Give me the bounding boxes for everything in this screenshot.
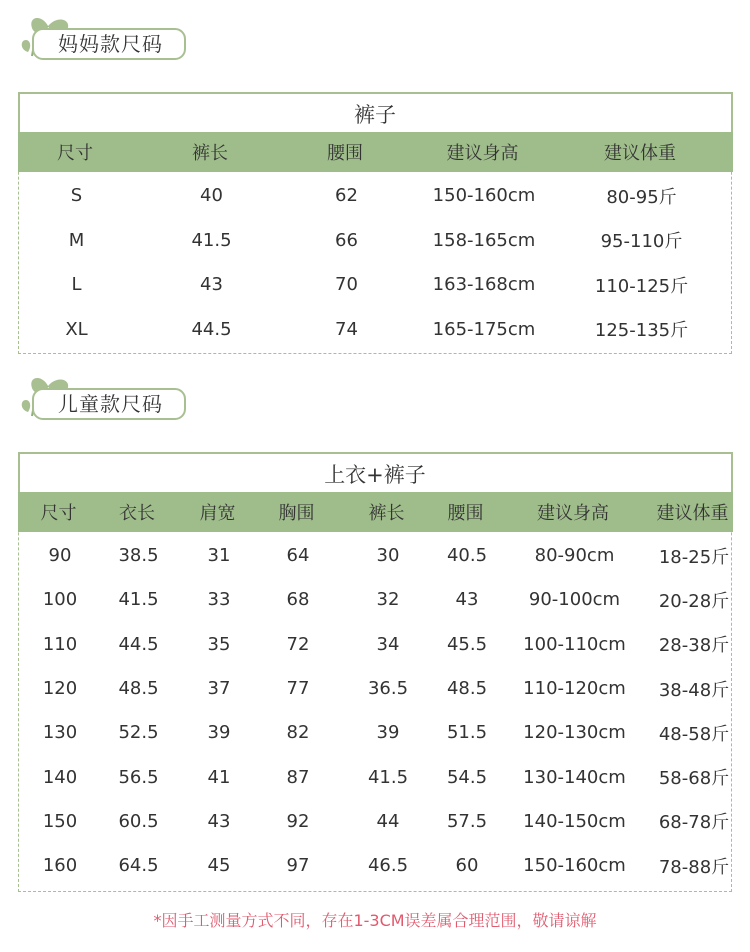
table-cell: 80-90cm [534, 545, 615, 567]
table-cell: 41.5 [118, 589, 159, 611]
kid-table-header [18, 492, 733, 532]
table-cell: 48.5 [118, 678, 159, 700]
table-cell: 20-28斤 [658, 590, 730, 612]
table-cell: 37 [207, 678, 231, 700]
table-row [19, 755, 731, 799]
table-cell: 158-165cm [432, 229, 536, 251]
mom-header-cell: 尺寸 [57, 142, 93, 164]
table-cell: 28-38斤 [658, 635, 730, 657]
table-cell: 150-160cm [523, 855, 626, 877]
table-cell: 52.5 [118, 722, 159, 744]
kid-header-cell: 肩宽 [199, 502, 236, 524]
table-cell: 77 [286, 678, 310, 700]
kid-header-cell: 建议体重 [656, 502, 729, 524]
table-cell: S [70, 185, 83, 207]
table-cell: 18-25斤 [658, 546, 730, 568]
table-cell: 72 [286, 633, 310, 655]
table-cell: 56.5 [118, 766, 159, 788]
mom-header-cell: 腰围 [327, 142, 363, 164]
table-cell: 100-110cm [523, 633, 626, 655]
mom-size-label [18, 12, 178, 70]
table-cell: 58-68斤 [658, 768, 730, 790]
mom-header-cell: 建议体重 [604, 142, 676, 164]
kid-header-cell: 胸围 [278, 502, 315, 524]
mom-size-pill [32, 28, 186, 60]
table-row [19, 263, 731, 308]
table-cell: 87 [286, 766, 310, 788]
kid-header-cell: 建议身高 [537, 502, 609, 524]
table-cell: 39 [376, 722, 400, 744]
table-cell: XL [65, 318, 88, 340]
mom-header-cell: 建议身高 [446, 142, 519, 164]
table-cell: 100 [42, 589, 78, 611]
table-cell: 48.5 [446, 678, 488, 700]
table-cell: 66 [335, 229, 358, 251]
table-cell: 44.5 [191, 318, 232, 340]
table-cell: 82 [286, 722, 310, 744]
table-cell: 57.5 [446, 810, 488, 832]
table-cell: 34 [376, 633, 400, 655]
mom-header-cell: 裤长 [192, 142, 228, 164]
table-cell: 78-88斤 [658, 856, 730, 878]
table-row [19, 307, 731, 352]
table-cell: 41 [207, 766, 231, 788]
kid-header-cell: 腰围 [447, 502, 484, 524]
table-cell: M [68, 229, 85, 251]
table-cell: 54.5 [446, 766, 488, 788]
kid-size-pill [32, 388, 186, 420]
kid-header-cell: 衣长 [119, 502, 155, 524]
table-cell: 90-100cm [528, 589, 621, 611]
table-cell: 32 [376, 589, 400, 611]
table-cell: 36.5 [367, 678, 409, 700]
mom-size-table [18, 92, 732, 354]
table-cell: 160 [42, 855, 78, 877]
table-cell: 35 [207, 633, 231, 655]
table-cell: 140-150cm [523, 810, 626, 832]
kid-size-table [18, 452, 732, 892]
table-cell: 110-125斤 [594, 275, 689, 297]
table-cell: 39 [207, 722, 231, 744]
table-cell: 60 [455, 855, 479, 877]
table-cell: 41.5 [191, 229, 232, 251]
table-row [19, 534, 731, 578]
table-cell: 64 [286, 545, 310, 567]
table-cell: 51.5 [446, 722, 488, 744]
table-cell: 41.5 [367, 766, 409, 788]
table-cell: 150 [42, 810, 78, 832]
mom-table-title: 裤子 [18, 92, 733, 132]
table-cell: 120 [42, 678, 78, 700]
kid-header-cell: 裤长 [368, 502, 405, 524]
table-cell: 40.5 [446, 545, 488, 567]
table-cell: 48-58斤 [658, 723, 730, 745]
kid-header-cell: 尺寸 [40, 502, 77, 524]
table-cell: 64.5 [118, 855, 159, 877]
table-cell: 90 [48, 545, 72, 567]
table-row [19, 844, 731, 888]
table-cell: 70 [335, 274, 358, 296]
mom-size-title: 妈妈款尺码 [58, 32, 163, 56]
table-cell: 43 [207, 810, 231, 832]
table-cell: 110 [42, 633, 78, 655]
kid-size-title: 儿童款尺码 [58, 392, 163, 416]
table-cell: 130-140cm [523, 766, 626, 788]
mom-table-body [19, 172, 731, 352]
table-row [19, 174, 731, 219]
table-cell: 74 [335, 318, 358, 340]
table-row [19, 711, 731, 755]
table-row [19, 799, 731, 843]
table-cell: 40 [200, 185, 223, 207]
table-cell: 95-110斤 [600, 231, 683, 253]
table-cell: 46.5 [367, 855, 409, 877]
kid-size-label [18, 372, 178, 430]
kid-table-body [19, 532, 731, 888]
table-cell: 43 [200, 274, 223, 296]
table-cell: 45 [207, 855, 231, 877]
table-cell: 130 [42, 722, 78, 744]
table-cell: 165-175cm [432, 318, 536, 340]
table-cell: 120-130cm [523, 722, 626, 744]
table-cell: 68 [286, 589, 310, 611]
table-cell: 92 [286, 810, 310, 832]
table-cell: 44 [376, 810, 400, 832]
table-cell: 45.5 [446, 633, 488, 655]
table-cell: 140 [42, 766, 78, 788]
table-row [19, 218, 731, 263]
table-cell: 31 [207, 545, 231, 567]
kid-table-title: 上衣+裤子 [18, 452, 733, 492]
table-cell: 110-120cm [523, 678, 626, 700]
table-cell: 80-95斤 [606, 186, 677, 208]
table-cell: 38-48斤 [658, 679, 730, 701]
table-cell: 163-168cm [432, 274, 536, 296]
table-row [19, 578, 731, 622]
table-cell: 44.5 [118, 633, 159, 655]
measurement-note: *因手工测量方式不同，存在1-3CM误差属合理范围，敬请谅解 [153, 911, 597, 930]
table-cell: 43 [455, 589, 479, 611]
mom-table-header [18, 132, 733, 172]
table-row [19, 622, 731, 666]
table-cell: 68-78斤 [658, 812, 730, 834]
table-cell: L [71, 274, 82, 296]
table-cell: 60.5 [118, 810, 159, 832]
table-cell: 97 [286, 855, 310, 877]
table-row [19, 666, 731, 710]
table-cell: 125-135斤 [594, 320, 689, 342]
table-cell: 62 [335, 185, 358, 207]
table-cell: 30 [376, 545, 400, 567]
table-cell: 38.5 [118, 545, 159, 567]
table-cell: 33 [207, 589, 231, 611]
table-cell: 150-160cm [432, 185, 536, 207]
